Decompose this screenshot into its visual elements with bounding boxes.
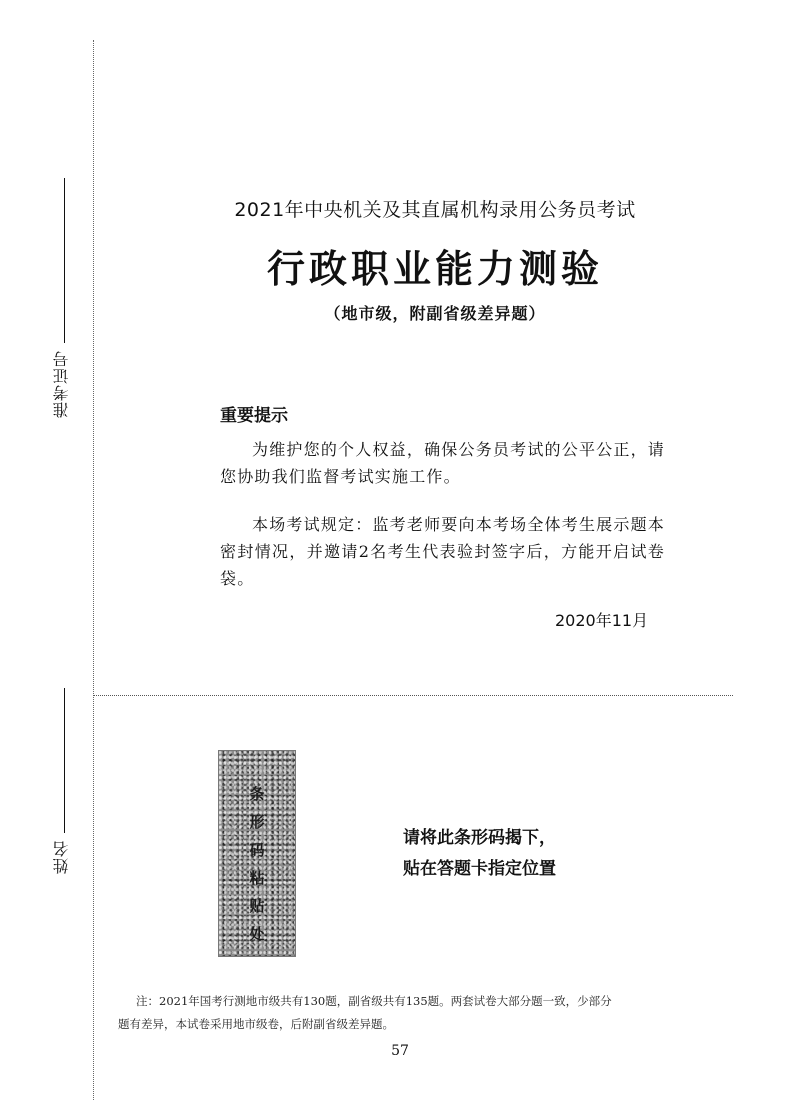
subject-title: 行政职业能力测验: [266, 246, 603, 291]
notice-heading: 重要提示: [220, 406, 288, 426]
footnote: [118, 990, 718, 1036]
notice-paragraph-2: 本场考试规定：监考老师要向本考场全体考生展示题本密封情况，并邀请2名考生代表验封签字后，方能开启试卷袋。: [220, 515, 665, 588]
barcode-area-label: 条形码粘贴处: [247, 786, 266, 954]
exam-id-label: 准考证号: [52, 350, 71, 418]
exam-title: 2021年中央机关及其直属机构录用公务员考试: [234, 199, 636, 221]
level-note: （地市级，附副省级差异题）: [324, 304, 546, 323]
notice-date: 2020年11月: [555, 611, 649, 630]
cut-dotted-line: [93, 695, 733, 696]
name-write-line: [64, 688, 65, 833]
barcode-instruction: [403, 823, 663, 885]
page-number: 57: [391, 1043, 409, 1059]
notice-paragraph-1: 为维护您的个人权益，确保公务员考试的公平公正，请您协助我们监督考试实施工作。: [220, 440, 665, 486]
footnote-line-2: 题有差异，本试卷采用地市级卷，后附副省级差异题。: [118, 1017, 394, 1031]
barcode-instruction-line-2: 贴在答题卡指定位置: [403, 859, 556, 879]
barcode-sticker-area: [218, 750, 296, 957]
barcode-instruction-line-1: 请将此条形码揭下，: [403, 828, 556, 848]
name-label: 姓名: [52, 840, 71, 874]
footnote-line-1: 注：2021年国考行测地市级共有130题，副省级共有135题。两套试卷大部分题一致，少部分: [136, 994, 612, 1008]
